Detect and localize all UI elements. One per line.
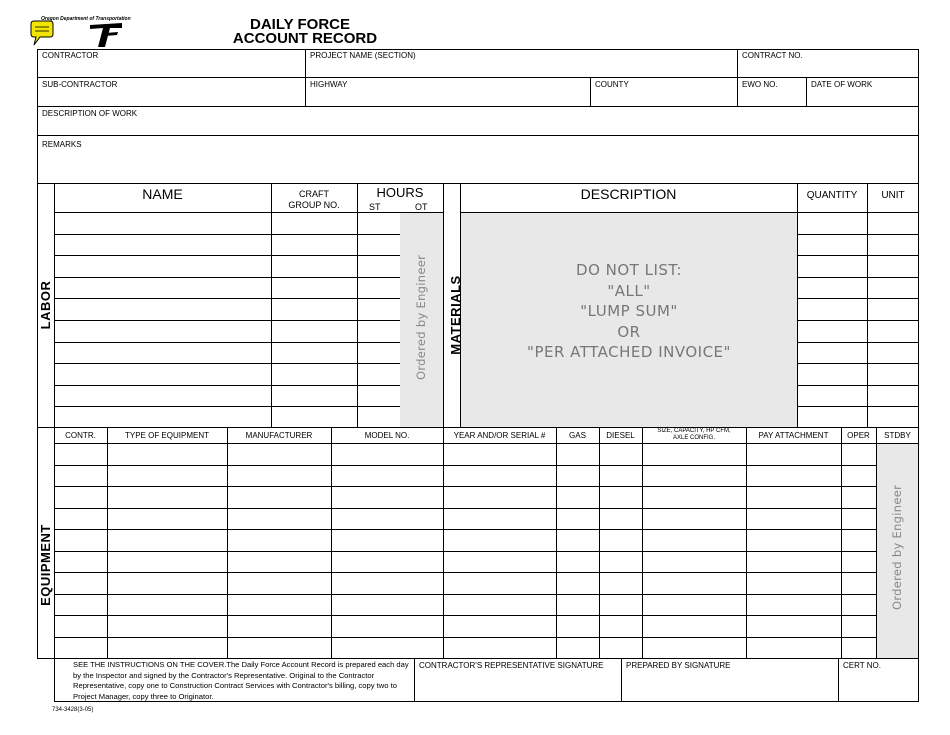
notice-line-3: "LUMP SUM" — [580, 302, 678, 320]
labor-craft-header-line2: GROUP NO. — [288, 200, 340, 210]
remarks-field[interactable]: REMARKS — [42, 140, 82, 149]
form-title-line2: ACCOUNT RECORD — [232, 30, 378, 47]
equip-contr-header: CONTR. — [65, 431, 96, 440]
prepared-by-signature-field[interactable]: PREPARED BY SIGNATURE — [626, 661, 731, 670]
description-of-work-field[interactable]: DESCRIPTION OF WORK — [42, 109, 138, 118]
date-of-work-field[interactable]: DATE OF WORK — [811, 80, 873, 89]
contractor-signature-field[interactable]: CONTRACTOR'S REPRESENTATIVE SIGNATURE — [419, 661, 604, 670]
cert-no-field[interactable]: CERT NO. — [843, 661, 881, 670]
labor-ot-header: OT — [415, 202, 428, 212]
contractor-field[interactable]: CONTRACTOR — [42, 51, 99, 60]
contract-no-field[interactable]: CONTRACT NO. — [742, 51, 803, 60]
speech-bubble-icon — [28, 20, 56, 50]
labor-ordered-by-engineer: Ordered by Engineer — [414, 254, 428, 380]
odot-logo-icon — [88, 21, 124, 49]
equip-pay-attachment-header: PAY ATTACHMENT — [758, 431, 829, 440]
equip-diesel-header: DIESEL — [606, 431, 635, 440]
equipment-side-label: EQUIPMENT — [38, 524, 53, 606]
equip-type-header: TYPE OF EQUIPMENT — [124, 431, 209, 440]
materials-quantity-header: QUANTITY — [806, 190, 858, 201]
equip-size-header-line2: AXLE CONFIG. — [672, 435, 715, 441]
ewo-no-field[interactable]: EWO NO. — [742, 80, 778, 89]
equip-oper-header: OPER — [847, 431, 870, 440]
labor-name-header: NAME — [142, 186, 183, 202]
agency-name: Oregon Department of Transportation — [41, 16, 131, 22]
notice-line-5: "PER ATTACHED INVOICE" — [527, 343, 731, 361]
labor-st-header: ST — [369, 202, 381, 212]
equipment-ordered-by-engineer: Ordered by Engineer — [890, 484, 904, 610]
equip-gas-header: GAS — [569, 431, 586, 440]
materials-side-label: MATERIALS — [448, 275, 463, 355]
materials-description-header: DESCRIPTION — [580, 186, 677, 202]
form-number: 734-3428(3-05) — [52, 707, 94, 713]
notice-line-1: DO NOT LIST: — [576, 261, 682, 279]
equip-year-serial-header: YEAR AND/OR SERIAL # — [453, 431, 546, 440]
notice-line-2: "ALL" — [607, 281, 651, 300]
notice-line-4: OR — [617, 322, 641, 341]
instructions-text: SEE THE INSTRUCTIONS ON THE COVER.The Daily Force Account Record is prepared each day by the Inspector and signed by the Contractor's Representative. Original to the Contractor Representative, copy one to Construction Contract Services with Contractor's billing, copy two to Project Manager, copy three to Originator. — [73, 660, 409, 701]
equip-size-header-line1: SIZE, CAPACITY, HP CFM, — [657, 428, 731, 434]
equip-model-header: MODEL NO. — [364, 431, 410, 440]
materials-notice — [461, 260, 797, 363]
labor-hours-header: HOURS — [376, 185, 424, 200]
equip-stdby-header: STDBY — [884, 431, 911, 440]
highway-field[interactable]: HIGHWAY — [310, 80, 348, 89]
sub-contractor-field[interactable]: SUB-CONTRACTOR — [42, 80, 118, 89]
project-name-field[interactable]: PROJECT NAME (SECTION) — [310, 51, 416, 60]
equip-manufacturer-header: MANUFACTURER — [245, 431, 313, 440]
form-title-line1: DAILY FORCE — [249, 16, 351, 33]
labor-craft-header-line1: CRAFT — [299, 189, 329, 199]
labor-side-label: LABOR — [38, 280, 53, 330]
materials-unit-header: UNIT — [881, 190, 905, 201]
county-field[interactable]: COUNTY — [595, 80, 629, 89]
